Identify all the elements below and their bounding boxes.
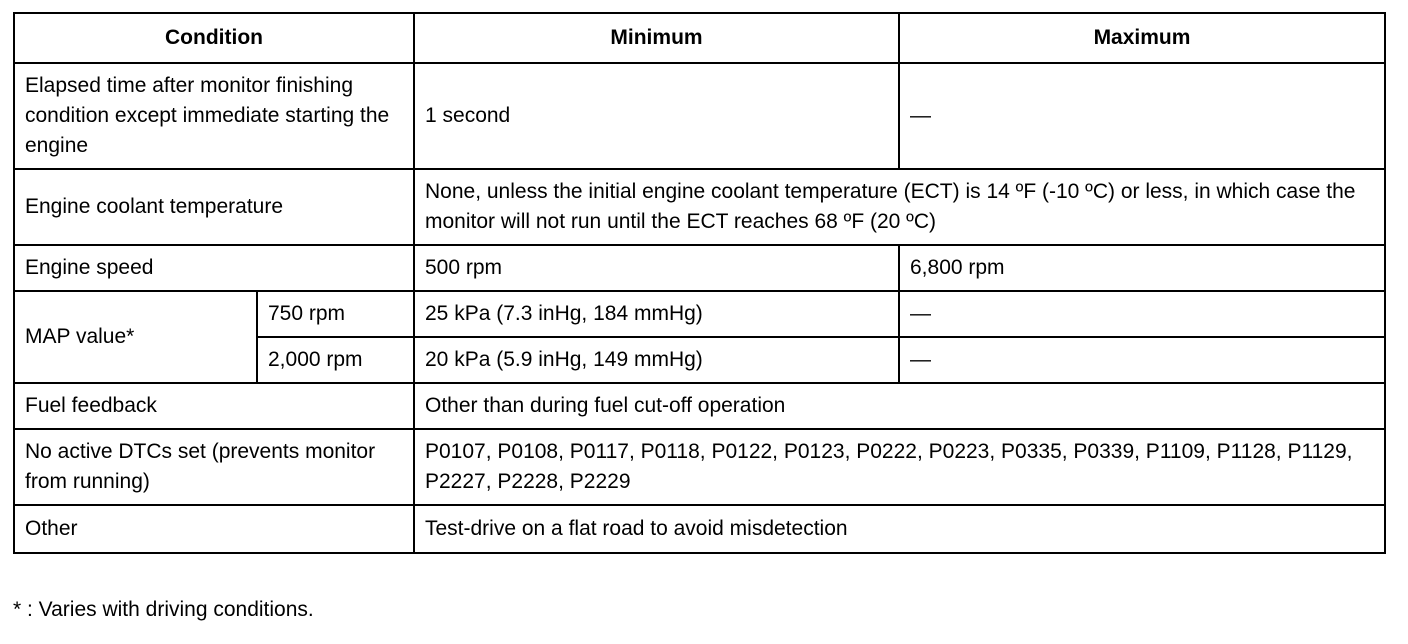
sub-condition-cell: 750 rpm (257, 291, 414, 337)
maximum-cell: — (899, 63, 1385, 169)
value-cell: P0107, P0108, P0117, P0118, P0122, P0123, P0222, P0223, P0335, P0339, P1109, P1128, P1129, P2227, P2228, P2229 (414, 429, 1385, 505)
table-row (14, 383, 1385, 429)
minimum-cell: 25 kPa (7.3 inHg, 184 mmHg) (414, 291, 899, 337)
minimum-cell: 20 kPa (5.9 inHg, 149 mmHg) (414, 337, 899, 383)
value-cell: Other than during fuel cut-off operation (414, 383, 1385, 429)
condition-cell: Engine speed (14, 245, 414, 291)
condition-cell: Elapsed time after monitor finishing condition except immediate starting the engine (14, 63, 414, 169)
condition-cell: Other (14, 505, 414, 553)
maximum-cell: 6,800 rpm (899, 245, 1385, 291)
condition-cell: Fuel feedback (14, 383, 414, 429)
table-header-row (14, 13, 1385, 63)
table-row (14, 291, 1385, 337)
value-cell: Test-drive on a flat road to avoid misdetection (414, 505, 1385, 553)
header-condition: Condition (14, 13, 414, 63)
condition-cell: No active DTCs set (prevents monitor from running) (14, 429, 414, 505)
maximum-cell: — (899, 291, 1385, 337)
sub-condition-cell: 2,000 rpm (257, 337, 414, 383)
monitor-conditions-table (13, 12, 1386, 554)
minimum-cell: 1 second (414, 63, 899, 169)
header-maximum: Maximum (899, 13, 1385, 63)
table-row (14, 429, 1385, 505)
maximum-cell: — (899, 337, 1385, 383)
minimum-cell: 500 rpm (414, 245, 899, 291)
condition-cell: Engine coolant temperature (14, 169, 414, 245)
table-row (14, 63, 1385, 169)
table-row (14, 245, 1385, 291)
table-row (14, 505, 1385, 553)
table-row (14, 169, 1385, 245)
footnote: * : Varies with driving conditions. (13, 598, 314, 621)
value-cell: None, unless the initial engine coolant temperature (ECT) is 14 ºF (-10 ºC) or less, in which case the monitor will not run until the ECT reaches 68 ºF (20 ºC) (414, 169, 1385, 245)
header-minimum: Minimum (414, 13, 899, 63)
condition-cell: MAP value* (14, 291, 257, 383)
